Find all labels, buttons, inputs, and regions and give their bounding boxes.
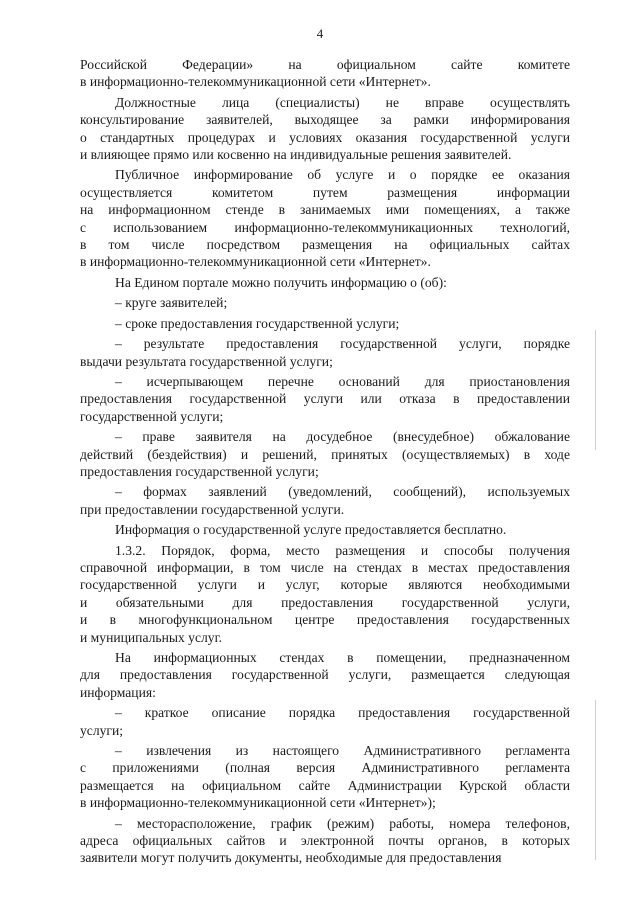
text-line: Российской Федерации» на официальном сайте комитете [80,57,570,72]
text-line: консультирование заявителей, выходящее за рамки информирования [80,112,570,128]
text-line: – исчерпывающем перечне оснований для приостановления [115,373,570,389]
text-line: – круге заявителей; [115,295,228,311]
text-line: предоставления государственной услуги или отказа в предоставлении [80,391,570,407]
text-line: – краткое описание порядка предоставления государственной [115,705,570,721]
paragraph [80,649,570,701]
paragraph [80,704,570,739]
text-line: Публичное информирование об услуге и о порядке ее оказания [115,167,570,183]
text-line: На Едином портале можно получить информацию о (об): [115,274,447,290]
text-line: 1.3.2. Порядок, форма, место размещения и способы получения [115,542,570,558]
text-line: действий (бездействия) и решений, принятых (осуществляемых) в ходе [80,446,570,462]
text-line: на информационном стенде в занимаемых ими помещениях, а также [80,202,570,218]
text-line: На информационных стендах в помещении, предназначенном [115,650,570,665]
paragraph [80,274,570,291]
text-line: с использованием информационно-телекоммуникационных технологий, [80,219,570,235]
scan-artifact-line [595,700,596,860]
text-line: с приложениями (полная версия Административного регламента [80,760,570,776]
text-line: – результате предоставления государственной услуги, порядке [115,336,570,352]
paragraph [80,815,570,867]
text-line: Информация о государственной услуге предоставляется бесплатно. [115,522,507,538]
text-line: размещается на официальном сайте Администрации Курской области [80,777,570,793]
paragraph [80,94,570,164]
text-line: в информационно-телекоммуникационной сети «Интернет». [80,74,431,90]
text-line: государственной услуги и услуг, которые являются необходимыми [80,577,570,593]
text-line: и влияющее прямо или косвенно на индивидуальные решения заявителей. [80,147,512,163]
text-line: и муниципальных услуг. [80,629,223,645]
text-line: информация: [80,684,156,700]
text-line: в информационно-телекоммуникационной сети «Интернет»); [80,795,436,811]
text-line: услуги; [80,722,124,738]
paragraph [80,294,570,311]
paragraph [80,428,570,480]
text-line: государственной услуги; [80,408,224,424]
text-line: и обязательными для предоставления государственной услуги, [80,594,570,610]
text-line: о стандартных процедурах и условиях оказания государственной услуги [80,129,570,145]
text-line: предоставления государственной услуги; [80,463,319,479]
text-line: – извлечения из настоящего Административного регламента [115,743,570,759]
text-line: адреса официальных сайтов и электронной почты органов, в которых [80,833,570,849]
text-line: заявители могут получить документы, необходимые для предоставления [80,850,502,866]
paragraph [80,56,570,91]
text-line: – праве заявителя на досудебное (внесудебное) обжалование [115,429,570,445]
text-line: Должностные лица (специалисты) не вправе осуществлять [115,94,570,110]
scan-artifact-line [595,330,596,450]
text-line: выдачи результата государственной услуги; [80,353,333,369]
paragraph [80,166,570,270]
text-line: – сроке предоставления государственной услуги; [115,315,400,331]
text-line: осуществляется комитетом путем размещения информации [80,184,570,200]
text-line: в том числе посредством размещения на официальных сайтах [80,237,570,253]
page-number: 4 [316,26,324,41]
paragraph [80,742,570,812]
text-line: в информационно-телекоммуникационной сети «Интернет». [80,254,431,270]
text-line: и в многофункциональном центре предоставления государственных [80,612,570,628]
text-line: – месторасположение, график (режим) работы, номера телефонов, [115,815,570,831]
document-body [80,56,570,867]
paragraph [80,483,570,518]
paragraph [80,542,570,646]
text-line: при предоставлении государственной услуги. [80,501,345,517]
text-line: справочной информации, в том числе на стендах в местах предоставления [80,559,570,575]
paragraph [80,315,570,332]
paragraph [80,335,570,370]
text-line: – формах заявлений (уведомлений, сообщений), используемых [115,484,570,500]
text-line: для предоставления государственной услуги, размещается следующая [80,667,570,683]
paragraph [80,521,570,538]
paragraph [80,373,570,425]
